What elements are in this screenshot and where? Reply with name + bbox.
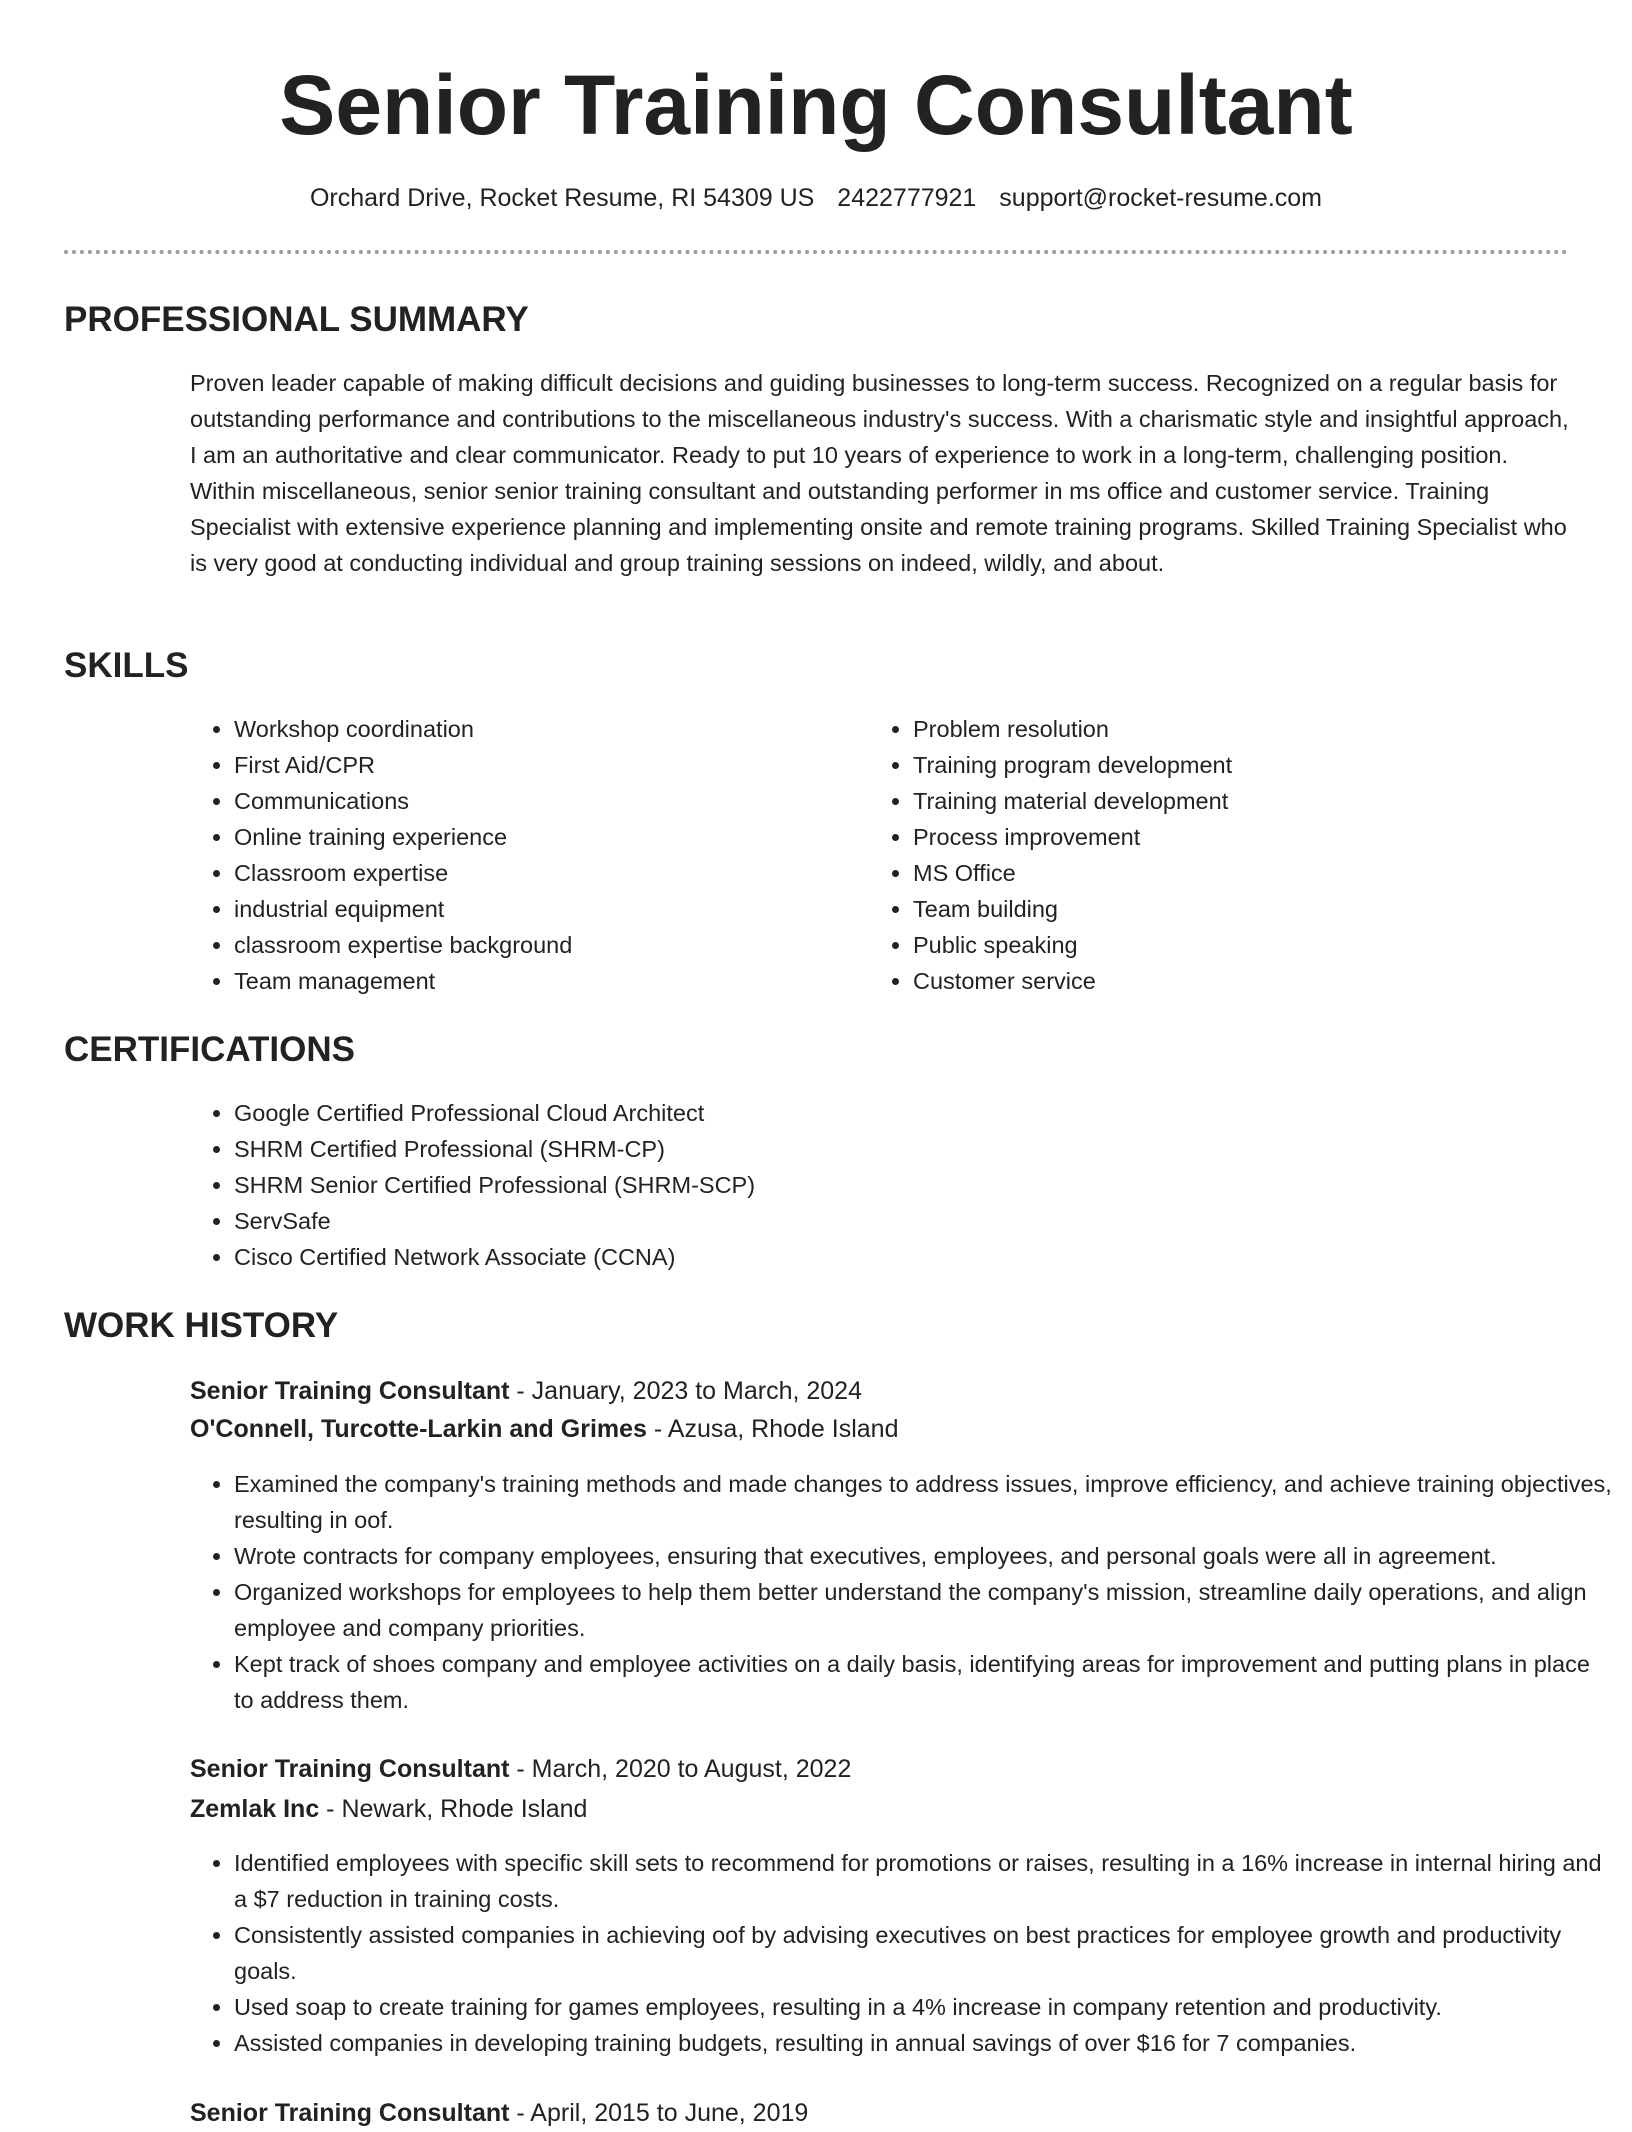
job-dates: - April, 2015 to June, 2019 xyxy=(509,2099,809,2127)
job-company: O'Connell, Turcotte-Larkin and Grimes xyxy=(190,1415,647,1443)
skill-item: • Communications xyxy=(234,783,834,819)
job-title: Senior Training Consultant xyxy=(190,2099,510,2127)
job-bullet: • Organized workshops for employees to help them better understand the company's mission, streamline daily operations, and align employee and company priorities. xyxy=(234,1574,1614,1646)
skills-list-left xyxy=(190,711,834,999)
certification-item: • SHRM Senior Certified Professional (SHRM-SCP) xyxy=(234,1167,1234,1203)
skill-item: • Team management xyxy=(234,963,834,999)
contact-address: Orchard Drive, Rocket Resume, RI 54309 US xyxy=(309,184,815,212)
job-title-line xyxy=(190,1372,862,1410)
job-location: - Azusa, Rhode Island xyxy=(646,1415,899,1443)
job-title-line xyxy=(190,2094,808,2132)
job-title: Senior Training Consultant xyxy=(190,1755,510,1783)
skill-item: • Customer service xyxy=(913,963,1613,999)
skill-item: • Online training experience xyxy=(234,819,834,855)
skill-item: • Problem resolution xyxy=(913,711,1613,747)
job-bullets xyxy=(190,1466,1614,1718)
certification-item: • Cisco Certified Network Associate (CCNA) xyxy=(234,1239,1234,1275)
contact-line xyxy=(0,180,1632,216)
skill-item: • Public speaking xyxy=(913,927,1613,963)
skill-item: • First Aid/CPR xyxy=(234,747,834,783)
job-location: - Newark, Rhode Island xyxy=(319,1795,588,1823)
header-divider xyxy=(64,250,1568,254)
job-bullet: • Identified employees with specific skill sets to recommend for promotions or raises, resulting in a 16% increase in internal hiring and a $7 reduction in training costs. xyxy=(234,1845,1614,1917)
job-bullets xyxy=(190,1845,1614,2061)
skill-item: • Classroom expertise xyxy=(234,855,834,891)
certification-item: • ServSafe xyxy=(234,1203,1234,1239)
job-company-line xyxy=(190,1790,587,1828)
certification-item: • SHRM Certified Professional (SHRM-CP) xyxy=(234,1131,1234,1167)
contact-email: support@rocket-resume.com xyxy=(999,184,1323,212)
work-history-heading: WORK HISTORY xyxy=(64,1306,339,1345)
skill-item: • classroom expertise background xyxy=(234,927,834,963)
job-bullet: • Kept track of shoes company and employee activities on a daily basis, identifying areas for improvement and putting plans in place to address them. xyxy=(234,1646,1614,1718)
skills-heading: SKILLS xyxy=(64,646,189,685)
job-bullet: • Used soap to create training for games employees, resulting in a 4% increase in company retention and productivity. xyxy=(234,1989,1614,2025)
job-title: Senior Training Consultant xyxy=(190,1377,510,1405)
skill-item: • Training material development xyxy=(913,783,1613,819)
contact-phone: 2422777921 xyxy=(837,184,977,212)
summary-text: Proven leader capable of making difficult decisions and guiding businesses to long-term success. Recognized on a regular basis for outstanding performance and contributions to the miscellaneous industry's success. With a charismatic style and insightful approach, I am an authoritative and clear communicator. Ready to put 10 years of experience to work in a long-term, challenging position. Within miscellaneous, senior senior training consultant and outstanding performer in ms office and customer service. Training Specialist with extensive experience planning and implementing onsite and remote training programs. Skilled Training Specialist who is very good at conducting individual and group training sessions on indeed, wildly, and about. xyxy=(190,370,1569,576)
job-bullet: • Consistently assisted companies in achieving oof by advising executives on best practices for employee growth and productivity goals. xyxy=(234,1917,1614,1989)
skill-item: • Process improvement xyxy=(913,819,1613,855)
skill-item: • Team building xyxy=(913,891,1613,927)
job-title-line xyxy=(190,1750,851,1788)
certification-item: • Google Certified Professional Cloud Architect xyxy=(234,1095,1234,1131)
skill-item: • industrial equipment xyxy=(234,891,834,927)
summary-heading: PROFESSIONAL SUMMARY xyxy=(64,300,529,339)
job-company-line xyxy=(190,1410,898,1448)
certifications-list xyxy=(190,1095,1234,1275)
job-company: Zemlak Inc xyxy=(190,1795,320,1823)
skill-item: • Workshop coordination xyxy=(234,711,834,747)
certifications-heading: CERTIFICATIONS xyxy=(64,1030,356,1069)
skill-item: • Training program development xyxy=(913,747,1613,783)
skill-item: • MS Office xyxy=(913,855,1613,891)
job-bullet: • Wrote contracts for company employees, ensuring that executives, employees, and personal goals were all in agreement. xyxy=(234,1538,1614,1574)
skills-list-right xyxy=(869,711,1613,999)
job-bullet: • Assisted companies in developing training budgets, resulting in annual savings of over $16 for 7 companies. xyxy=(234,2025,1614,2061)
job-bullet: • Examined the company's training methods and made changes to address issues, improve efficiency, and achieve training objectives, resulting in oof. xyxy=(234,1466,1614,1538)
job-dates: - March, 2020 to August, 2022 xyxy=(509,1755,852,1783)
resume-title: Senior Training Consultant xyxy=(279,58,1353,152)
job-dates: - January, 2023 to March, 2024 xyxy=(509,1377,862,1405)
